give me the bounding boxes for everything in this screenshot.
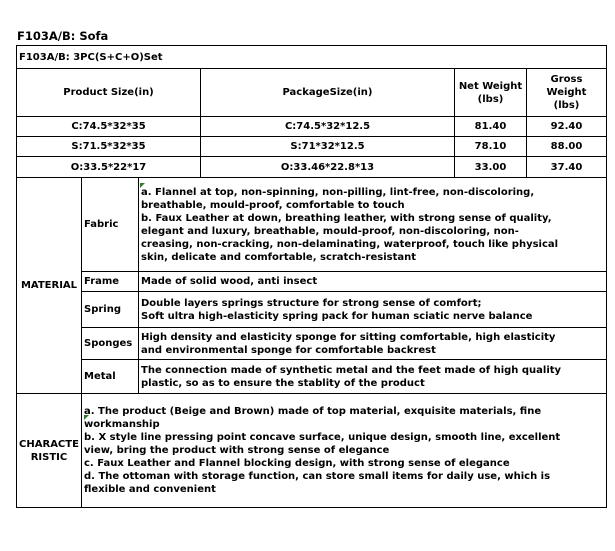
description-line: breathable, mould-proof, comfortable to touch xyxy=(141,199,405,211)
description-line: workmanship xyxy=(84,419,160,430)
metal-label: Metal xyxy=(82,360,139,394)
product-size-cell: O:33.5*22*17 xyxy=(17,157,201,178)
description-line: flexible and convenient xyxy=(84,484,216,495)
header-product-size: Product Size(in) xyxy=(17,69,201,117)
description-line: skin, delicate and comfortable, scratch-resistant xyxy=(141,251,417,263)
header-net-weight xyxy=(455,69,527,117)
metal-description xyxy=(139,360,607,394)
net-weight-cell: 33.00 xyxy=(455,157,527,178)
material-frame-row xyxy=(17,272,607,292)
material-label: MATERIAL xyxy=(17,178,82,394)
frame-label: Frame xyxy=(82,272,139,292)
description-line: c. Faux Leather and Flannel blocking design, with strong sense of elegance xyxy=(84,458,510,469)
description-line: Double layers springs structure for strong sense of comfort; xyxy=(141,297,482,309)
sponges-label: Sponges xyxy=(82,328,139,360)
material-metal-row xyxy=(17,360,607,394)
description-line: b. X style line pressing point concave surface, unique design, smooth line, excellent xyxy=(84,432,561,443)
package-size-cell: S:71*32*12.5 xyxy=(201,137,455,157)
characteristic-description xyxy=(82,394,607,508)
material-fabric-row xyxy=(17,178,607,272)
fabric-description xyxy=(139,178,607,272)
characteristic-label-line1: CHARACTE xyxy=(19,438,79,450)
fabric-label: Fabric xyxy=(82,178,139,272)
header-net-weight-line1: Net Weight xyxy=(458,80,523,92)
net-weight-cell: 78.10 xyxy=(455,137,527,157)
description-line: view, bring the product with strong sense of elegance xyxy=(84,445,390,456)
header-package-size: PackageSize(in) xyxy=(201,69,455,117)
size-row xyxy=(17,137,607,157)
frame-description xyxy=(139,272,607,292)
description-line: elegant and luxury, breathable, mould-proof, non-discoloring, non- xyxy=(141,225,519,237)
header-gross-weight xyxy=(527,69,607,117)
description-line: and environmental sponge for comfortable backrest xyxy=(141,344,436,356)
header-gross-weight-line1: Gross Weight xyxy=(546,74,587,98)
spring-description xyxy=(139,292,607,328)
characteristic-row xyxy=(17,394,607,508)
product-size-cell: C:74.5*32*35 xyxy=(17,117,201,137)
gross-weight-cell: 37.40 xyxy=(527,157,607,178)
description-line: Soft ultra high-elasticity spring pack for human sciatic nerve balance xyxy=(141,310,533,322)
description-line: The connection made of synthetic metal and the feet made of high quality xyxy=(141,364,562,376)
header-row xyxy=(17,69,607,117)
package-size-cell: C:74.5*32*12.5 xyxy=(201,117,455,137)
description-line: creasing, non-cracking, non-delaminating, waterproof, touch like physical xyxy=(141,238,559,250)
gross-weight-cell: 92.40 xyxy=(527,117,607,137)
description-line: b. Faux Leather at down, breathing leather, with strong sense of quality, xyxy=(141,212,552,224)
material-sponges-row xyxy=(17,328,607,360)
description-line: a. The product (Beige and Brown) made of top material, exquisite materials, fine xyxy=(84,406,542,417)
description-line: Made of solid wood, anti insect xyxy=(141,276,318,287)
header-net-weight-line2: (lbs) xyxy=(477,93,504,105)
product-size-cell: S:71.5*32*35 xyxy=(17,137,201,157)
sponges-description xyxy=(139,328,607,360)
characteristic-label xyxy=(17,394,82,508)
set-title: F103A/B: 3PC(S+C+O)Set xyxy=(17,46,607,69)
description-line: a. Flannel at top, non-spinning, non-pilling, lint-free, non-discoloring, xyxy=(141,186,535,198)
description-line: d. The ottoman with storage function, can store small items for daily use, which is xyxy=(84,471,551,482)
description-line: High density and elasticity sponge for sitting comfortable, high elasticity xyxy=(141,331,556,343)
page-caption: F103A/B: Sofa xyxy=(17,29,109,43)
size-row xyxy=(17,117,607,137)
spring-label: Spring xyxy=(82,292,139,328)
package-size-cell: O:33.46*22.8*13 xyxy=(201,157,455,178)
gross-weight-cell: 88.00 xyxy=(527,137,607,157)
size-row xyxy=(17,157,607,178)
material-spring-row xyxy=(17,292,607,328)
set-title-row xyxy=(17,46,607,69)
cell-corner-marker xyxy=(140,183,145,188)
cell-corner-marker xyxy=(84,415,89,420)
description-line: plastic, so as to ensure the stablity of the product xyxy=(141,377,425,389)
net-weight-cell: 81.40 xyxy=(455,117,527,137)
spec-table xyxy=(16,45,607,508)
characteristic-label-line2: RISTIC xyxy=(30,451,68,463)
header-gross-weight-line2: (lbs) xyxy=(553,100,580,111)
